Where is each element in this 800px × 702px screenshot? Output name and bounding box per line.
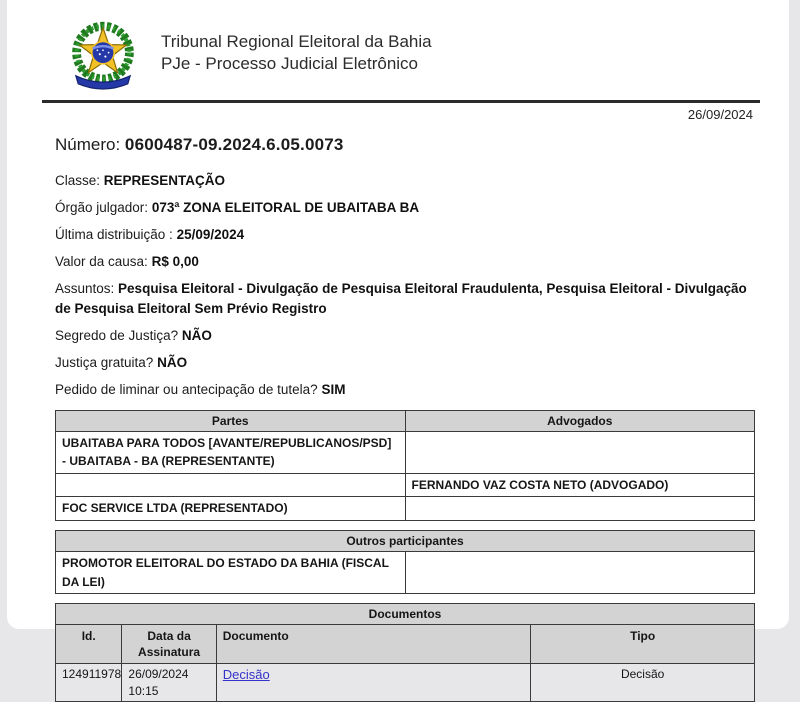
- document-link-cell: [216, 664, 531, 701]
- documentos-column-header-row: [56, 625, 755, 664]
- table-row: [56, 473, 755, 497]
- partes-column-header: Partes: [56, 410, 406, 431]
- brazil-coat-of-arms-icon: [63, 15, 143, 95]
- documentos-table-header: Documentos: [56, 604, 755, 625]
- document-date: 26/09/2024: [687, 107, 753, 122]
- table-row: [56, 431, 755, 473]
- partes-table: [55, 410, 755, 521]
- documentos-header-row: [56, 604, 755, 625]
- advogado-cell: FERNANDO VAZ COSTA NETO (ADVOGADO): [405, 473, 755, 497]
- document-decisao-link[interactable]: Decisão: [222, 667, 270, 683]
- field-assuntos: Assuntos: Pesquisa Eleitoral - Divulgação de Pesquisa Eleitoral Fraudulenta, Pesquisa Eleitoral - Divulgação de Pesquisa Eleitoral Sem Prévio Registro: [55, 281, 747, 316]
- outros-participantes-header: Outros participantes: [56, 530, 755, 551]
- process-number-value: 0600487-09.2024.6.05.0073: [124, 135, 344, 154]
- parte-representante-cell: UBAITABA PARA TODOS [AVANTE/REPUBLICANOS/PSD] - UBAITABA - BA (REPRESENTANTE): [56, 431, 406, 473]
- system-title: PJe - Processo Judicial Eletrônico: [161, 54, 419, 74]
- document-id-cell: 124911978: [56, 664, 122, 701]
- field-valor-da-causa: Valor da causa: R$ 0,00: [55, 254, 199, 270]
- document-date-cell: 26/09/2024 10:15: [122, 664, 216, 701]
- advogados-column-header: Advogados: [405, 410, 755, 431]
- document-page: [7, 0, 789, 698]
- promotor-cell: PROMOTOR ELEITORAL DO ESTADO DA BAHIA (FISCAL DA LEI): [56, 551, 406, 593]
- tipo-column-header: Tipo: [531, 625, 755, 664]
- field-pedido-de-liminar: Pedido de liminar ou antecipação de tutela? SIM: [55, 382, 346, 397]
- field-classe: Classe: REPRESENTAÇÃO: [55, 173, 226, 188]
- documento-column-header: Documento: [216, 625, 531, 664]
- data-assinatura-column-header: Data da Assinatura: [122, 625, 216, 664]
- parte-representado-cell: FOC SERVICE LTDA (REPRESENTADO): [56, 497, 406, 521]
- partes-header-row: [56, 410, 755, 431]
- document-row: [56, 664, 755, 701]
- field-segredo-de-justica: Segredo de Justiça? NÃO: [55, 327, 212, 343]
- court-title: Tribunal Regional Eleitoral da Bahia: [161, 32, 432, 51]
- header-divider: [42, 100, 760, 103]
- process-number-line: [55, 135, 755, 155]
- outros-header-row: [56, 530, 755, 551]
- table-row: [56, 497, 755, 521]
- documentos-table: [55, 603, 755, 702]
- document-tipo-cell: Decisão: [531, 664, 755, 701]
- outros-participantes-table: [55, 530, 755, 594]
- process-number-label: Número:: [55, 135, 121, 154]
- field-ultima-distribuicao: Última distribuição : 25/09/2024: [55, 227, 245, 243]
- process-metadata: [55, 171, 755, 400]
- id-column-header: Id.: [56, 625, 122, 664]
- table-row: [56, 551, 755, 593]
- field-justica-gratuita: Justiça gratuita? NÃO: [55, 354, 188, 370]
- field-orgao-julgador: Órgão julgador: 073ª ZONA ELEITORAL DE UBAITABA BA: [55, 200, 420, 216]
- document-header: [55, 15, 755, 95]
